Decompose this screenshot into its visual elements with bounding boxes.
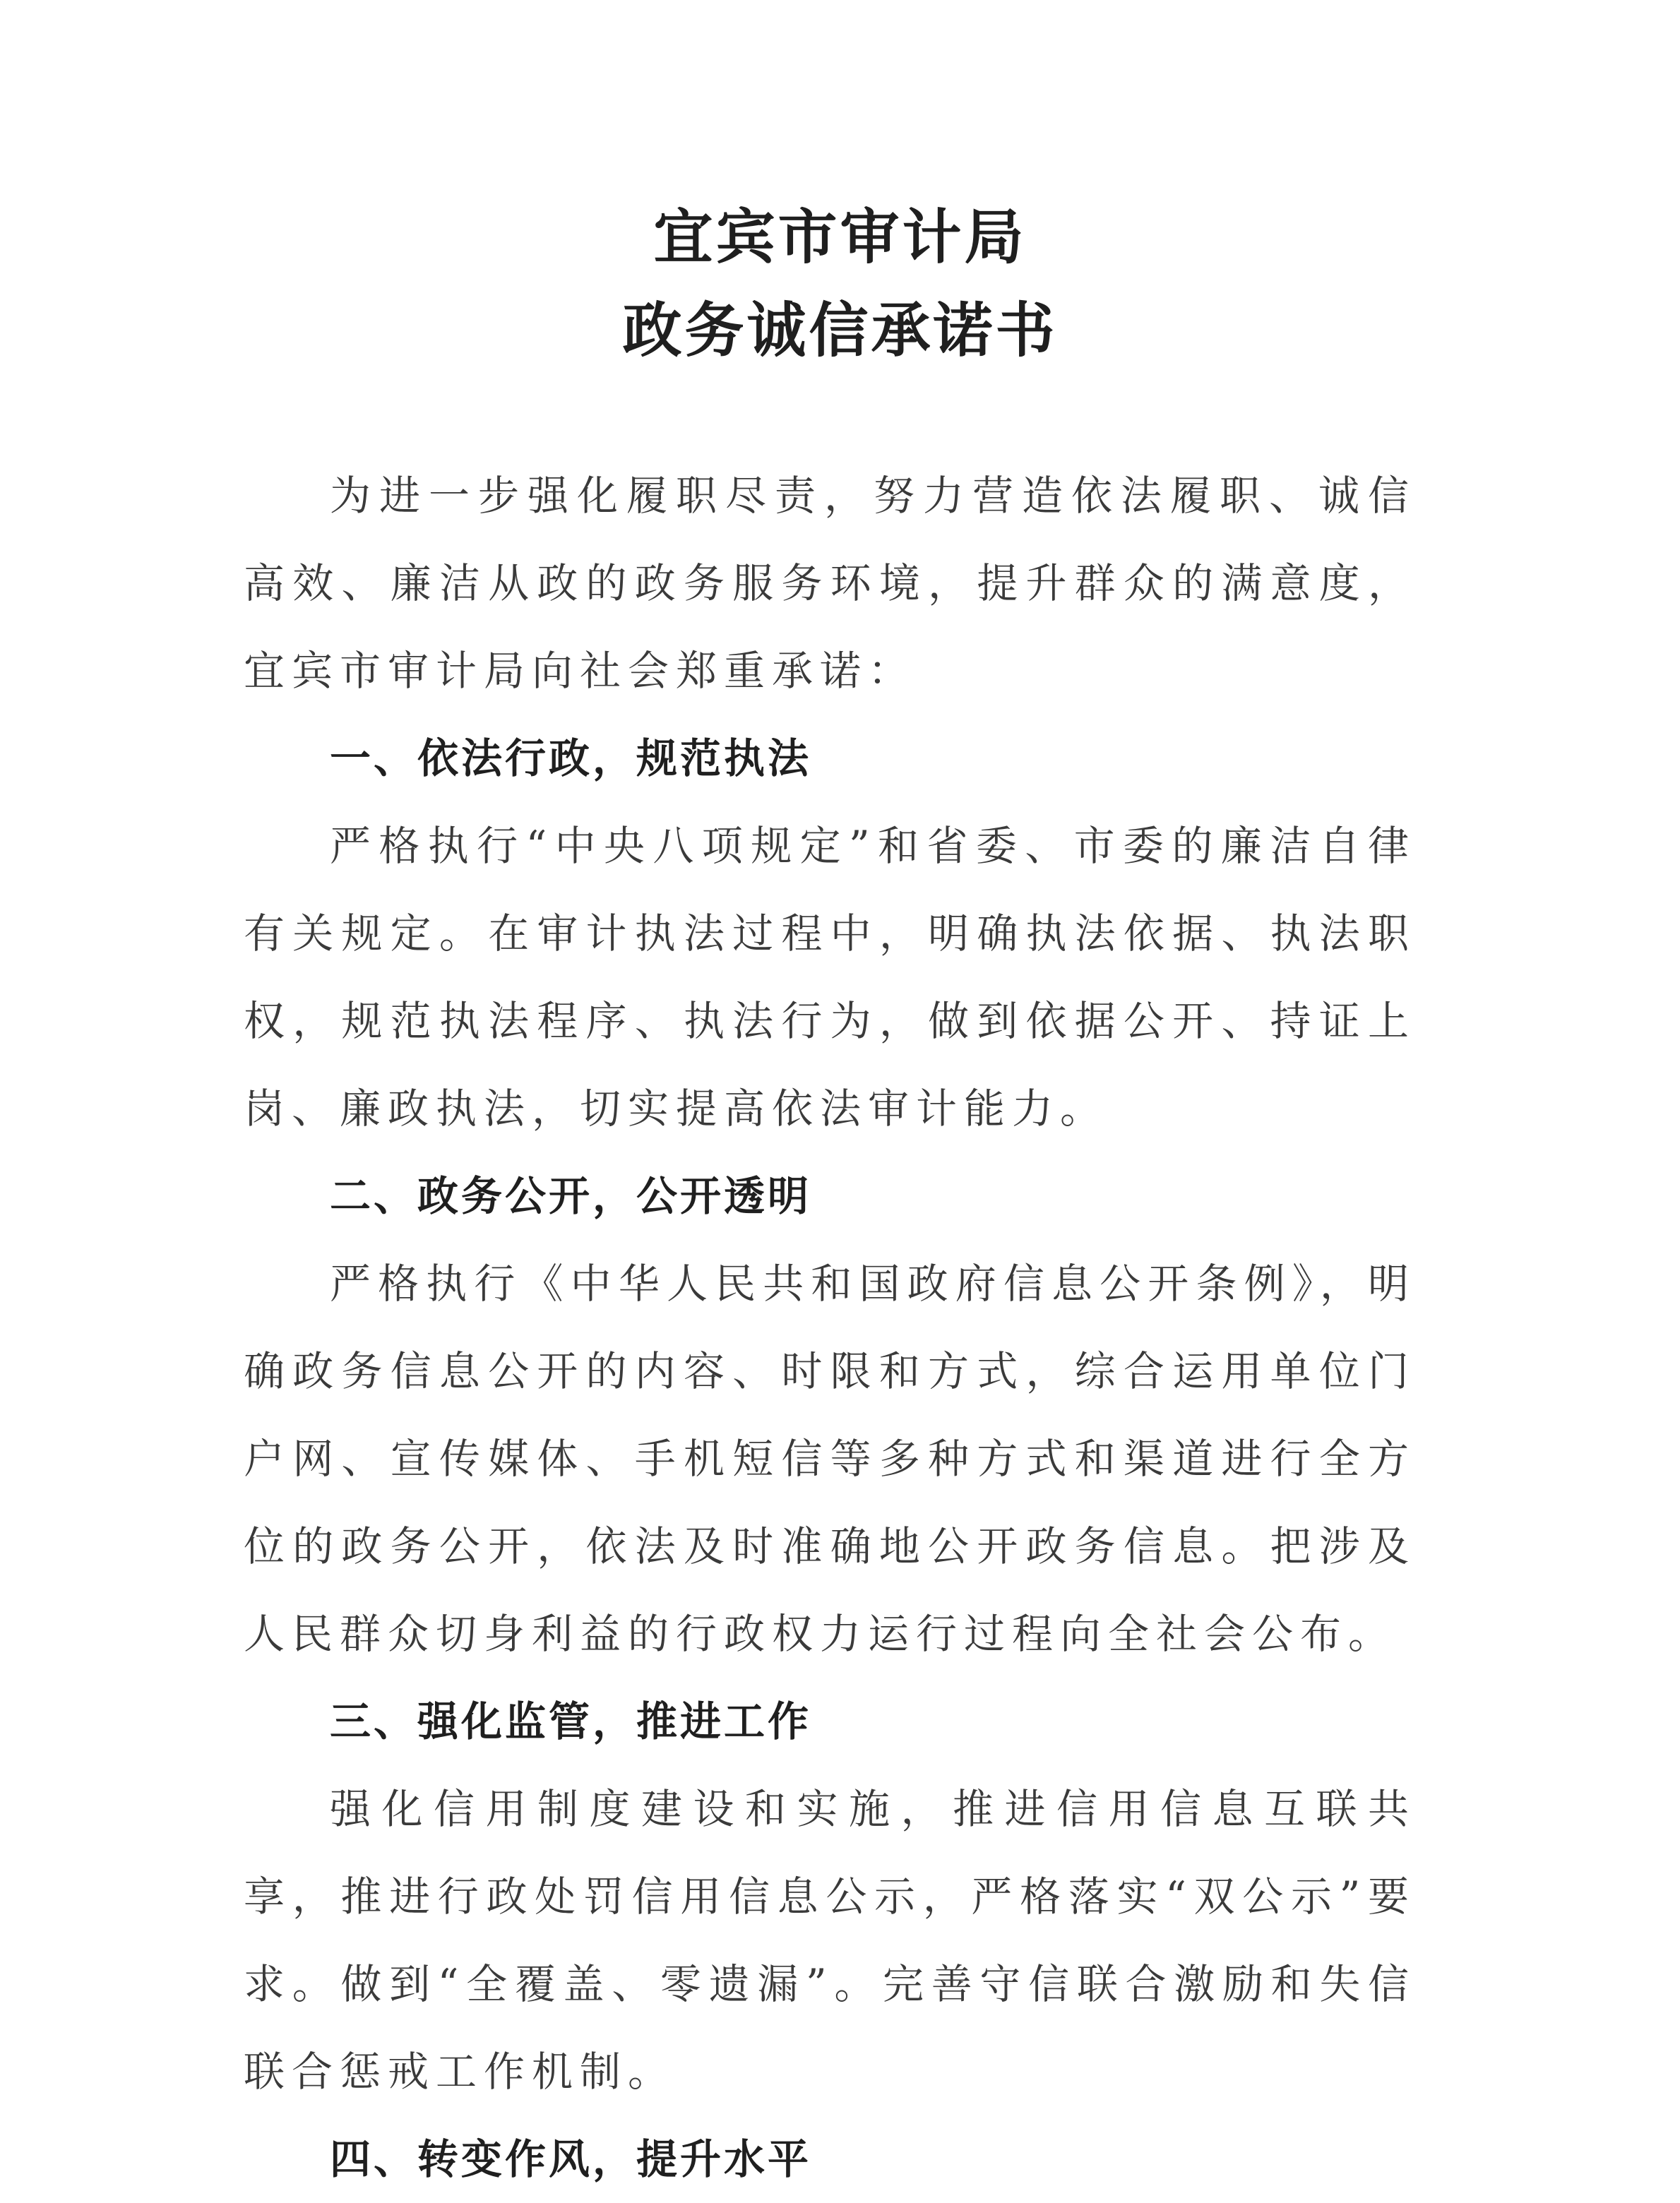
- title-line-2: 政务诚信承诺书: [622, 295, 1058, 365]
- section-body-1: 严格执行“中央八项规定”和省委、市委的廉洁自律有关规定。在审计执法过程中，明确执法依据、执法职权，规范执法程序、执法行为，做到依据公开、持证上岗、廉政执法，切实提高依法审计能力。: [244, 822, 1416, 1133]
- title-line-1: 宜宾市审计局: [653, 202, 1027, 272]
- section-heading-2: 二、政务公开，公开透明: [330, 1172, 812, 1220]
- section-heading-4: 四、转变作风，提升水平: [330, 2135, 812, 2183]
- intro-paragraph: 为进一步强化履职尽责，努力营造依法履职、诚信高效、廉洁从政的政务服务环境，提升群众的满意度，宜宾市审计局向社会郑重承诺：: [244, 472, 1416, 695]
- section-heading-3: 三、强化监管，推进工作: [330, 1697, 812, 1745]
- section-heading-1: 一、依法行政，规范执法: [330, 734, 812, 782]
- section-body-3: 强化信用制度建设和实施，推进信用信息互联共享，推进行政处罚信用信息公示，严格落实“双公示”要求。做到“全覆盖、零遗漏”。完善守信联合激励和失信联合惩戒工作机制。: [244, 1785, 1416, 2096]
- document-body: [244, 452, 1416, 2203]
- document-title: [0, 191, 1680, 377]
- section-body-2: 严格执行《中华人民共和国政府信息公开条例》，明确政务信息公开的内容、时限和方式，综合运用单位门户网、宣传媒体、手机短信等多种方式和渠道进行全方位的政务公开，依法及时准确地公开政务信息。把涉及人民群众切身利益的行政权力运行过程向全社会公布。: [244, 1260, 1416, 1658]
